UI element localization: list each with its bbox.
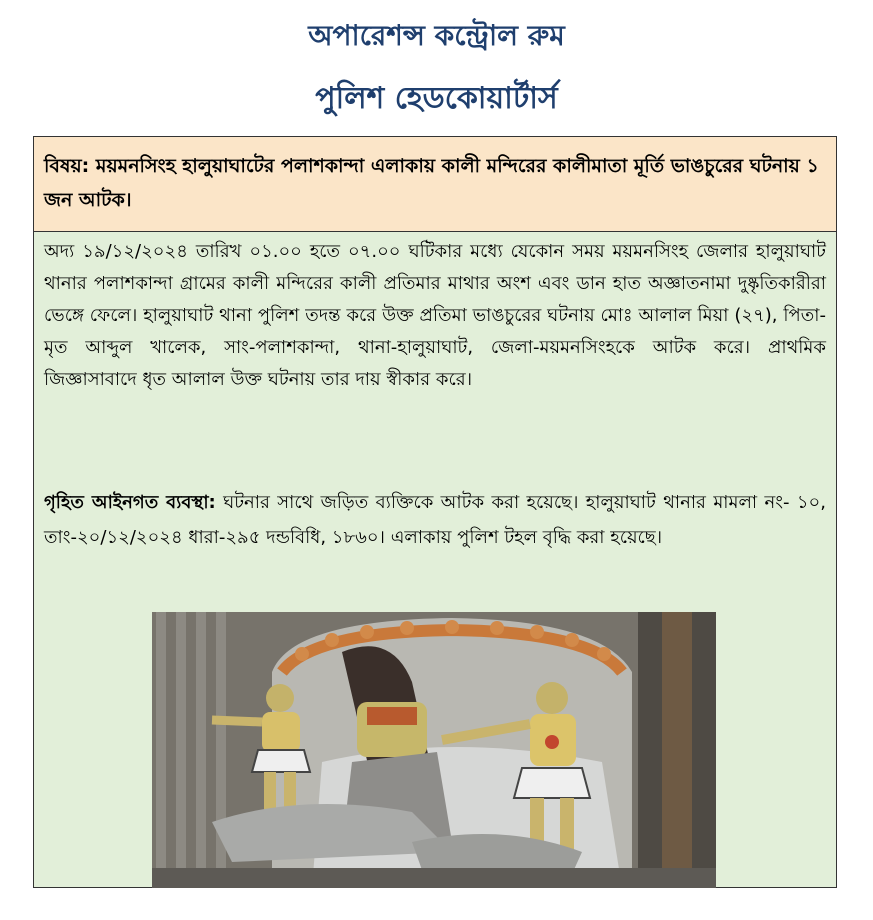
header-title-operations-control-room: অপারেশন্স কন্ট্রোল রুম	[308, 19, 565, 52]
damaged-idol-photo	[152, 612, 716, 888]
subject-text: ময়মনসিংহ হালুয়াঘাটের পলাশকান্দা এলাকায় কালী মন্দিরের কালীমাতা মূর্তি ভাঙচুরের ঘটনায় ১ জন আটক।	[44, 155, 819, 211]
subject-band	[34, 137, 836, 232]
legal-action-paragraph	[44, 485, 826, 555]
legal-action-text: ঘটনার সাথে জড়িত ব্যক্তিকে আটক করা হয়েছে। হালুয়াঘাট থানার মামলা নং- ১০, তাং-২০/১২/২০২৪ ধারা-২৯৫ দন্ডবিধি, ১৮৬০। এলাকায় পুলিশ টহল বৃদ্ধি করা হয়েছে।	[44, 492, 826, 548]
incident-paragraph: অদ্য ১৯/১২/২০২৪ তারিখ ০১.০০ হতে ০৭.০০ ঘটিকার মধ্যে যেকোন সময় ময়মনসিংহ জেলার হালুয়াঘাট থানার পলাশকান্দা গ্রামের কালী মন্দিরের কালী প্রতিমার মাথার অংশ এবং ডান হাত অজ্ঞাতনামা দুষ্কৃতিকারীরা ভেঙ্গে ফেলে। হালুয়াঘাট থানা পুলিশ তদন্ত করে উক্ত প্রতিমা ভাঙচুরের ঘটনায় মোঃ আলাল মিয়া (২৭), পিতা-মৃত আব্দুল খালেক, সাং-পলাশকান্দা, থানা-হালুয়াঘাট, জেলা-ময়মনসিংহকে আটক করে। প্রাথমিক জিজ্ঞাসাবাদে ধৃত আলাল উক্ত ঘটনায় তার দায় স্বীকার করে।	[44, 241, 826, 390]
header-title-police-headquarters: পুলিশ হেডকোয়ার্টার্স	[315, 81, 558, 116]
subject-label: বিষয়:	[44, 155, 90, 177]
legal-action-label: গৃহিত আইনগত ব্যবস্থা:	[44, 492, 216, 513]
